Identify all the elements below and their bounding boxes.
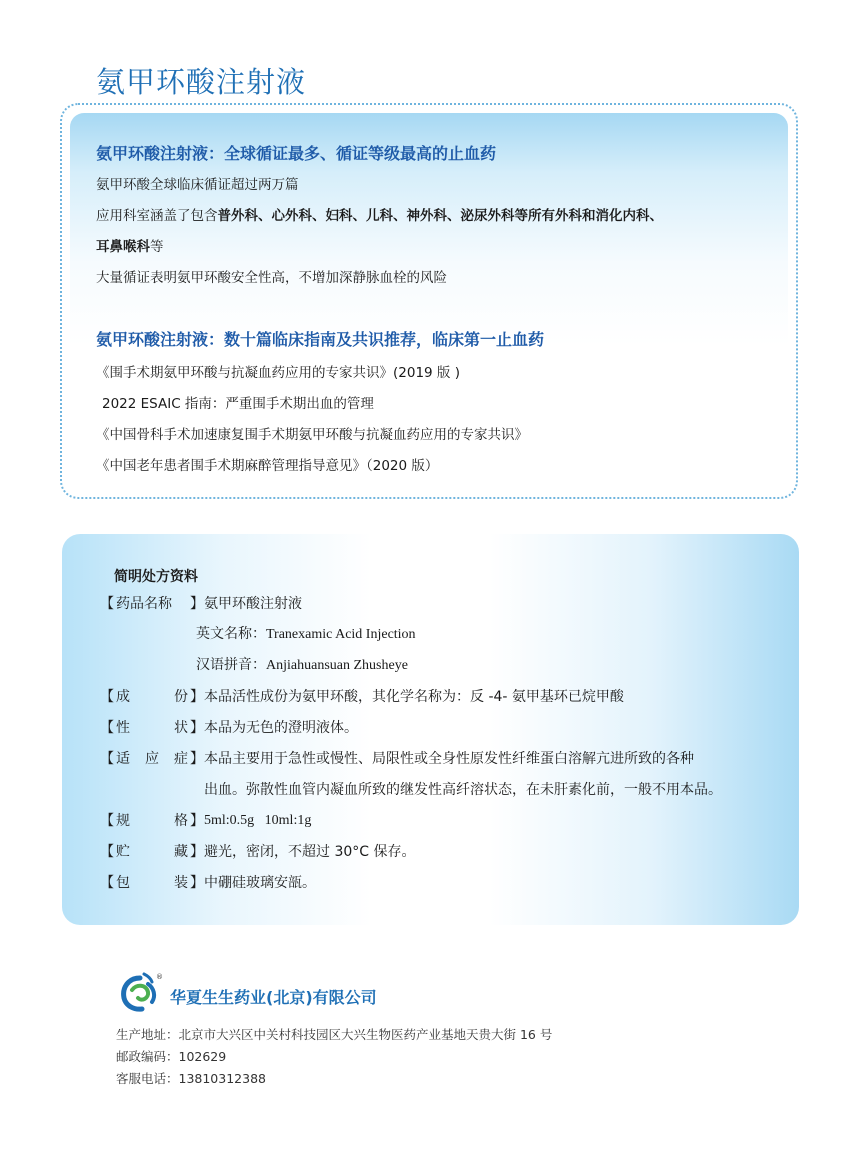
company-address: 生产地址：北京市大兴区中关村科技园区大兴生物医药产业基地天贵大街 16 号 bbox=[116, 1027, 553, 1042]
label-char: 包 bbox=[116, 875, 130, 891]
label-text bbox=[114, 873, 190, 893]
evidence-line-3-suffix: 等 bbox=[150, 239, 164, 255]
label-char: 成 bbox=[116, 689, 130, 705]
label-char: 份 bbox=[174, 689, 188, 705]
guideline-item: 《中国骨科手术加速康复围手术期氨甲环酸与抗凝血药应用的专家共识》 bbox=[96, 427, 528, 443]
bracket-open: 【 bbox=[100, 875, 114, 891]
rx-row-drug-name bbox=[100, 594, 790, 614]
rx-value: 本品主要用于急性或慢性、局限性或全身性原发性纤维蛋白溶解亢进所致的各种 bbox=[204, 751, 694, 767]
guideline-item: 《围手术期氨甲环酸与抗凝血药应用的专家共识》(2019 版 ) bbox=[96, 365, 460, 381]
company-postcode: 邮政编码：102629 bbox=[116, 1049, 227, 1064]
bracket-open: 【 bbox=[100, 813, 114, 829]
bracket-open: 【 bbox=[100, 844, 114, 860]
evidence-line-3 bbox=[96, 237, 776, 258]
rx-row-character bbox=[100, 718, 790, 738]
label-char: 性 bbox=[116, 720, 130, 736]
bracket-close: 】 bbox=[190, 720, 204, 736]
bracket-close: 】 bbox=[190, 689, 204, 705]
label-char: 适 bbox=[116, 751, 130, 767]
bracket-close: 】 bbox=[190, 751, 204, 767]
page-title: 氨甲环酸注射液 bbox=[96, 65, 307, 99]
evidence-content bbox=[96, 143, 776, 487]
guideline-item: 2022 ESAIC 指南：严重围手术期出血的管理 bbox=[102, 396, 374, 412]
company-logo-icon bbox=[118, 970, 164, 1014]
bracket-close: 】 bbox=[190, 844, 204, 860]
bracket-open: 【 bbox=[100, 689, 114, 705]
rx-value: 本品为无色的澄明液体。 bbox=[204, 720, 358, 736]
evidence-line-4: 大量循证表明氨甲环酸安全性高，不增加深静脉血栓的风险 bbox=[96, 270, 447, 286]
rx-label bbox=[100, 749, 204, 769]
label-char: 藏 bbox=[174, 844, 188, 860]
evidence-line-1: 氨甲环酸全球临床循证超过两万篇 bbox=[96, 177, 299, 193]
rx-label bbox=[100, 873, 204, 893]
label-char: 装 bbox=[174, 875, 188, 891]
company-name: 华夏生生药业(北京)有限公司 bbox=[170, 988, 377, 1007]
bracket-close: 】 bbox=[190, 596, 204, 612]
rx-label bbox=[100, 718, 204, 738]
rx-label bbox=[100, 842, 204, 862]
bracket-open: 【 bbox=[100, 596, 114, 612]
registered-mark: ® bbox=[156, 973, 163, 981]
evidence-line-2-prefix: 应用科室涵盖了包含 bbox=[96, 208, 218, 224]
rx-label bbox=[100, 687, 204, 707]
evidence-line-2-bold: 普外科、心外科、妇科、儿科、神外科、泌尿外科等所有外科和消化内科、 bbox=[217, 208, 663, 224]
label-char: 状 bbox=[174, 720, 188, 736]
rx-label bbox=[100, 594, 204, 614]
rx-row-spec bbox=[100, 811, 790, 831]
bracket-open: 【 bbox=[100, 751, 114, 767]
label-text bbox=[114, 811, 190, 831]
label-char: 贮 bbox=[116, 844, 130, 860]
bracket-close: 】 bbox=[190, 875, 204, 891]
label-text bbox=[114, 718, 190, 738]
label-text: 药品名称 bbox=[116, 596, 172, 612]
bracket-close: 】 bbox=[190, 813, 204, 829]
evidence-line-3-bold: 耳鼻喉科 bbox=[96, 239, 150, 255]
label-text bbox=[114, 842, 190, 862]
rx-label bbox=[100, 811, 204, 831]
label-text bbox=[114, 749, 190, 769]
rx-value: 中硼硅玻璃安瓿。 bbox=[204, 875, 316, 891]
label-char: 症 bbox=[174, 751, 188, 767]
prescription-title: 简明处方资料 bbox=[114, 569, 198, 585]
label-char: 格 bbox=[174, 813, 188, 829]
rx-value: 氨甲环酸注射液 bbox=[204, 596, 302, 612]
evidence-heading-1: 氨甲环酸注射液：全球循证最多、循证等级最高的止血药 bbox=[96, 144, 497, 163]
rx-row-composition bbox=[100, 687, 790, 707]
evidence-panel bbox=[60, 103, 798, 499]
bracket-open: 【 bbox=[100, 720, 114, 736]
label-text bbox=[114, 687, 190, 707]
rx-value: 5ml:0.5g 10ml:1g bbox=[204, 813, 312, 828]
label-text bbox=[114, 594, 190, 614]
label-char: 应 bbox=[145, 751, 159, 767]
rx-english-name: 英文名称：Tranexamic Acid Injection bbox=[196, 627, 416, 642]
rx-row-package bbox=[100, 873, 790, 893]
rx-row-indication bbox=[100, 749, 790, 769]
prescription-panel bbox=[62, 534, 799, 925]
prescription-table bbox=[100, 594, 790, 904]
evidence-heading-2: 氨甲环酸注射液：数十篇临床指南及共识推荐，临床第一止血药 bbox=[96, 330, 545, 349]
guideline-item: 《中国老年患者围手术期麻醉管理指导意见》（2020 版） bbox=[96, 458, 439, 474]
rx-indication-continued: 出血。弥散性血管内凝血所致的继发性高纤溶状态，在未肝素化前，一般不用本品。 bbox=[204, 782, 722, 798]
label-char: 规 bbox=[116, 813, 130, 829]
rx-pinyin-name: 汉语拼音：Anjiahuansuan Zhusheye bbox=[196, 658, 408, 673]
rx-value: 本品活性成份为氨甲环酸，其化学名称为：反 -4- 氨甲基环已烷甲酸 bbox=[204, 689, 624, 705]
evidence-line-2 bbox=[96, 206, 776, 227]
company-phone: 客服电话：13810312388 bbox=[116, 1071, 266, 1086]
rx-row-storage bbox=[100, 842, 790, 862]
rx-value: 避光，密闭，不超过 30°C 保存。 bbox=[204, 844, 416, 860]
